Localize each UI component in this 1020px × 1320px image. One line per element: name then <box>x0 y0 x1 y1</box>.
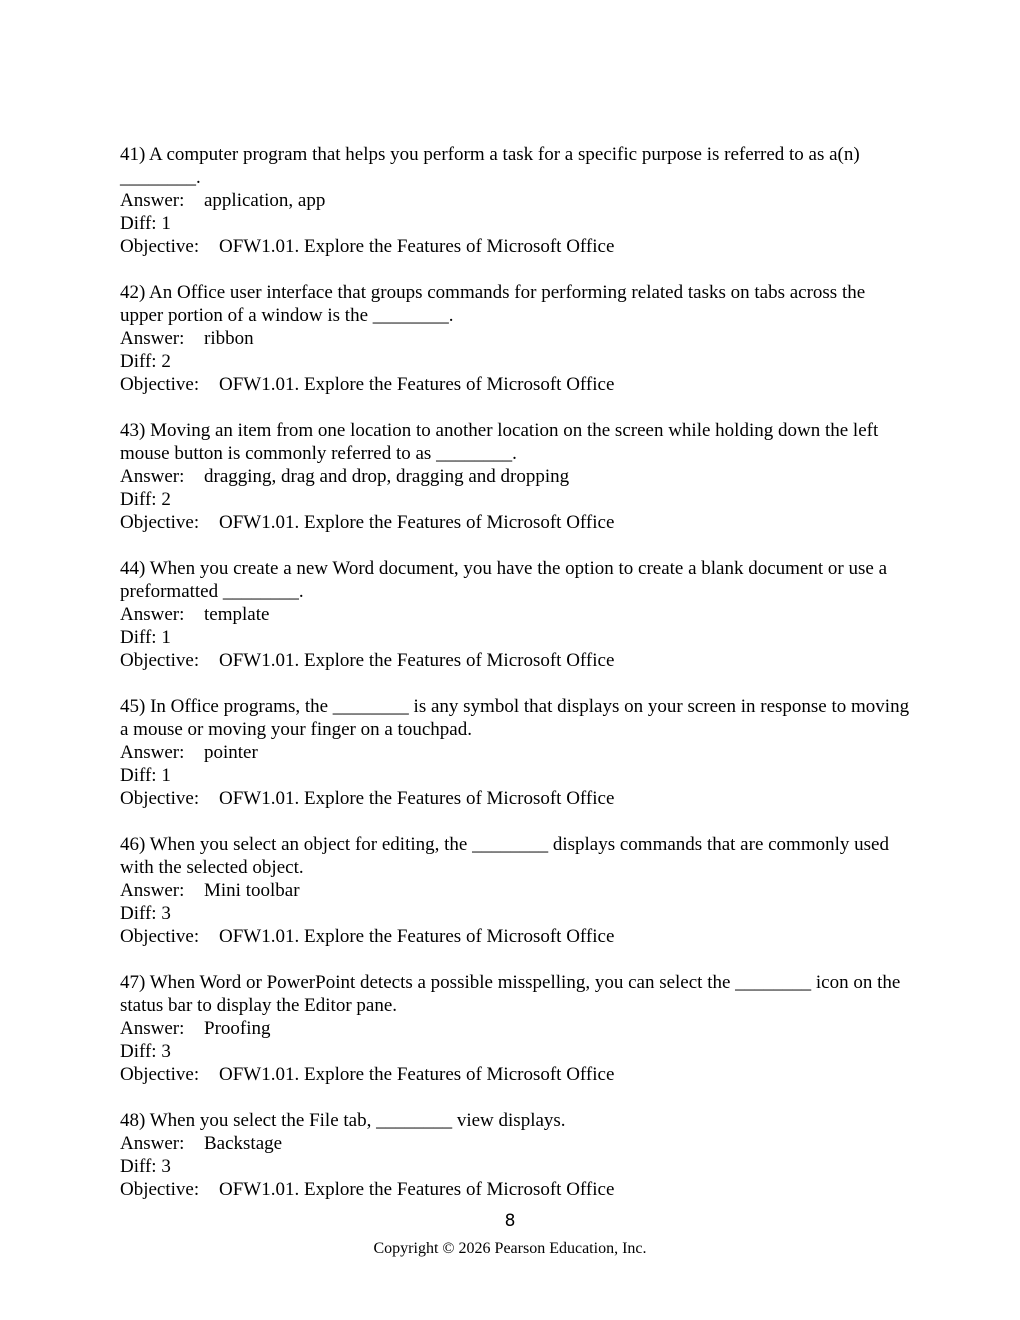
diff-line <box>120 350 910 373</box>
answer-value: template <box>204 604 270 625</box>
answer-label: Answer: <box>120 466 185 487</box>
objective-label: Objective: <box>120 926 200 947</box>
question-45 <box>120 695 914 810</box>
objective-value: OFW1.01. Explore the Features of Microsoft Office <box>219 926 615 947</box>
question-text: 45) In Office programs, the ________ is any symbol that displays on your screen in response to moving a mouse or moving your finger on a touchpad. <box>120 696 914 740</box>
answer-value: Mini toolbar <box>204 880 300 901</box>
objective-label: Objective: <box>120 1064 200 1085</box>
objective-value: OFW1.01. Explore the Features of Microsoft Office <box>219 650 615 671</box>
question-text: 44) When you create a new Word document, you have the option to create a blank document or use a preformatted ________. <box>120 558 892 602</box>
question-text: 46) When you select an object for editing, the ________ displays commands that are commonly used with the selected object. <box>120 834 894 878</box>
answer-label: Answer: <box>120 1018 185 1039</box>
answer-line <box>120 189 910 212</box>
objective-label: Objective: <box>120 374 200 395</box>
diff-line <box>120 1040 910 1063</box>
objective-line <box>120 1178 910 1201</box>
question-44 <box>120 557 910 672</box>
objective-label: Objective: <box>120 512 200 533</box>
objective-value: OFW1.01. Explore the Features of Microsoft Office <box>219 236 615 257</box>
diff-label: Diff: <box>120 1156 157 1177</box>
diff-line <box>120 902 910 925</box>
objective-line <box>120 649 910 672</box>
answer-value: dragging, drag and drop, dragging and dropping <box>204 466 570 487</box>
question-text: 48) When you select the File tab, ________ view displays. <box>120 1110 566 1131</box>
answer-line <box>120 1132 910 1155</box>
diff-label: Diff: <box>120 1041 157 1062</box>
answer-label: Answer: <box>120 604 185 625</box>
diff-line <box>120 764 910 787</box>
answer-line <box>120 741 910 764</box>
answer-line <box>120 603 910 626</box>
diff-line <box>120 626 910 649</box>
answer-value: ribbon <box>204 328 254 349</box>
question-list <box>120 143 914 1224</box>
diff-line <box>120 488 910 511</box>
answer-label: Answer: <box>120 742 185 763</box>
question-text: 42) An Office user interface that groups commands for performing related tasks on tabs across the upper portion of a window is the ________. <box>120 282 870 326</box>
diff-label: Diff: <box>120 765 157 786</box>
answer-label: Answer: <box>120 190 185 211</box>
answer-line <box>120 879 910 902</box>
objective-label: Objective: <box>120 788 200 809</box>
question-43 <box>120 419 910 534</box>
objective-line <box>120 787 910 810</box>
diff-value: 3 <box>161 1156 171 1177</box>
question-text: 43) Moving an item from one location to another location on the screen while holding down the left mouse button is commonly referred to as ________. <box>120 420 883 464</box>
answer-line <box>120 465 910 488</box>
diff-value: 3 <box>161 1041 171 1062</box>
answer-value: Proofing <box>204 1018 271 1039</box>
diff-value: 1 <box>161 213 171 234</box>
diff-value: 1 <box>161 627 171 648</box>
objective-line <box>120 511 910 534</box>
objective-value: OFW1.01. Explore the Features of Microsoft Office <box>219 374 615 395</box>
question-41 <box>120 143 910 258</box>
answer-value: Backstage <box>204 1133 283 1154</box>
question-46 <box>120 833 910 948</box>
diff-label: Diff: <box>120 213 157 234</box>
diff-label: Diff: <box>120 903 157 924</box>
diff-value: 1 <box>161 765 171 786</box>
answer-value: application, app <box>204 190 326 211</box>
objective-line <box>120 1063 910 1086</box>
objective-value: OFW1.01. Explore the Features of Microsoft Office <box>219 1064 615 1085</box>
question-42 <box>120 281 910 396</box>
diff-line <box>120 1155 910 1178</box>
diff-label: Diff: <box>120 351 157 372</box>
copyright-notice: Copyright © 2026 Pearson Education, Inc. <box>373 1240 647 1257</box>
diff-value: 2 <box>161 351 171 372</box>
objective-line <box>120 373 910 396</box>
objective-label: Objective: <box>120 236 200 257</box>
question-48 <box>120 1109 910 1201</box>
diff-line <box>120 212 910 235</box>
question-47 <box>120 971 910 1086</box>
diff-label: Diff: <box>120 627 157 648</box>
diff-value: 3 <box>161 903 171 924</box>
objective-label: Objective: <box>120 1179 200 1200</box>
objective-line <box>120 235 910 258</box>
answer-line <box>120 327 910 350</box>
answer-line <box>120 1017 910 1040</box>
question-text: 41) A computer program that helps you perform a task for a specific purpose is referred to as a(n) ________. <box>120 144 865 188</box>
question-text: 47) When Word or PowerPoint detects a possible misspelling, you can select the ________ icon on the status bar to display the Editor pane. <box>120 972 906 1016</box>
diff-label: Diff: <box>120 489 157 510</box>
objective-label: Objective: <box>120 650 200 671</box>
objective-value: OFW1.01. Explore the Features of Microsoft Office <box>219 512 615 533</box>
objective-value: OFW1.01. Explore the Features of Microsoft Office <box>219 1179 615 1200</box>
objective-value: OFW1.01. Explore the Features of Microsoft Office <box>219 788 615 809</box>
diff-value: 2 <box>161 489 171 510</box>
answer-label: Answer: <box>120 880 185 901</box>
objective-line <box>120 925 910 948</box>
page-number: 8 <box>504 1211 516 1231</box>
answer-label: Answer: <box>120 328 185 349</box>
answer-value: pointer <box>204 742 258 763</box>
answer-label: Answer: <box>120 1133 185 1154</box>
